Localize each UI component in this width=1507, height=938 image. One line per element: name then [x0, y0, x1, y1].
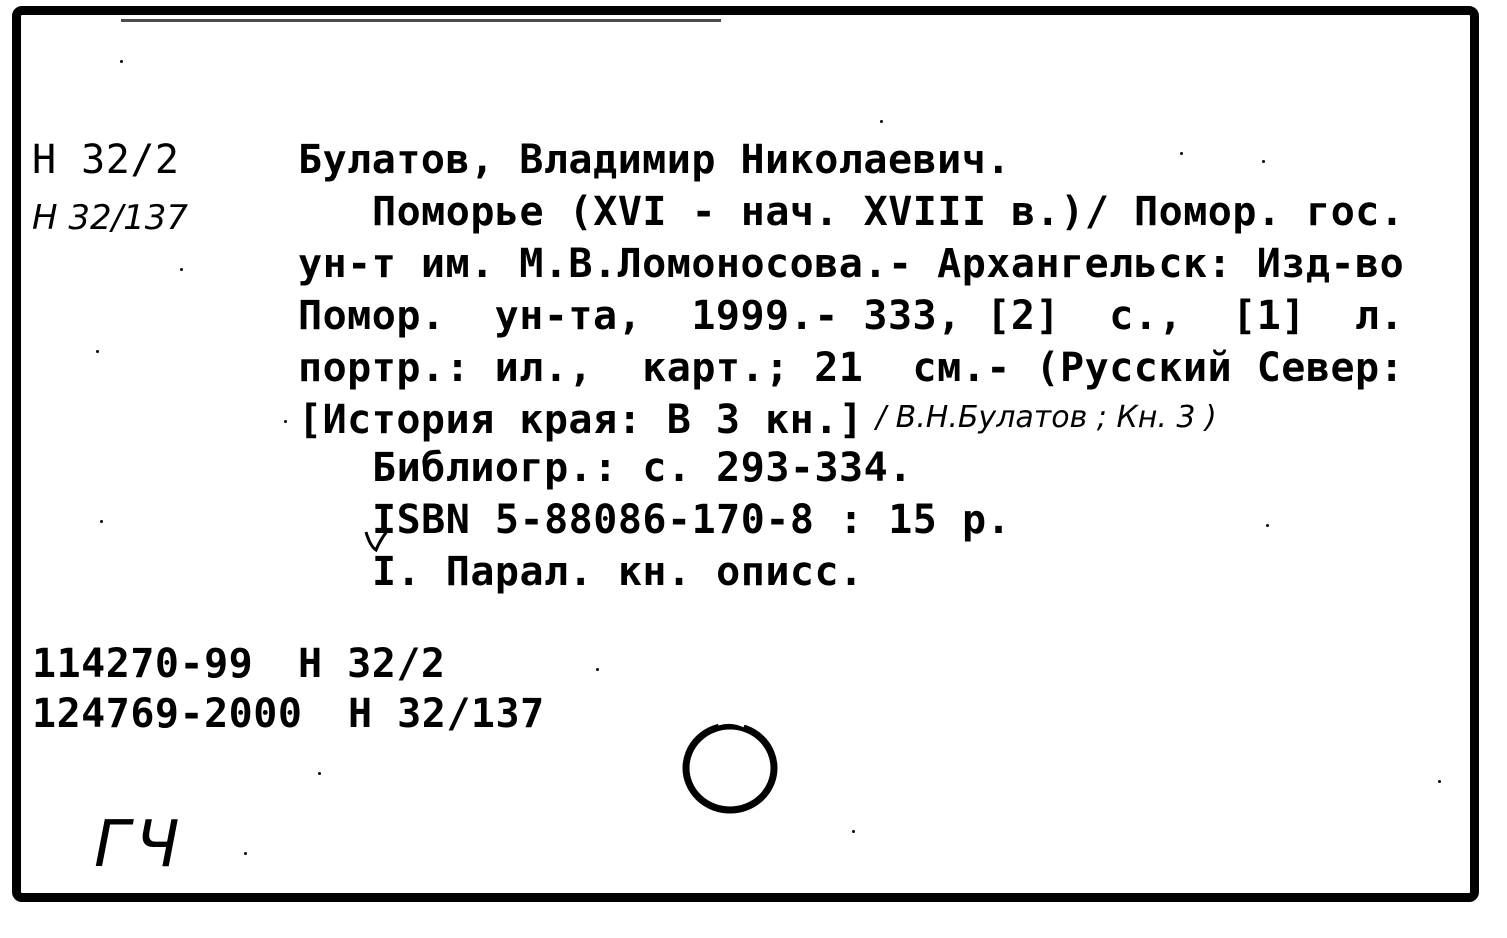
bibliography-note: Библиогр.: с. 293-334.	[372, 445, 913, 491]
handwritten-series-note: / В.Н.Булатов ; Кн. 3 )	[876, 400, 1217, 435]
scan-speck	[96, 350, 99, 353]
description-line-5: [История края: В 3 кн.]	[298, 397, 864, 443]
call-number-1: Н 32/2	[32, 137, 180, 183]
inventory-number-1: 114270-99	[32, 641, 254, 687]
scan-speck	[244, 852, 247, 855]
scan-speck	[120, 60, 123, 63]
scan-speck	[1438, 780, 1441, 783]
author-heading: Булатов, Владимир Николаевич.	[298, 137, 1011, 183]
scan-speck	[284, 420, 287, 423]
description-line-2: ун-т им. М.В.Ломоносова.- Архангельск: Изд-во	[298, 241, 1405, 287]
inventory-number-2: 124769-2000	[32, 691, 303, 737]
description-line-3: Помор. ун-та, 1999.- 333, [2] с., [1] л.	[298, 293, 1405, 339]
parallel-title-note: I. Парал. кн. описс.	[372, 549, 864, 595]
isbn-line: ISBN 5-88086-170-8 : 15 р.	[372, 497, 1012, 543]
card-edge	[121, 19, 721, 22]
scan-speck	[318, 772, 321, 775]
scan-speck	[1266, 524, 1269, 527]
inventory-call-1: Н 32/2	[298, 641, 446, 687]
call-number-2-handwritten: Н 32/137	[32, 198, 188, 238]
scan-speck	[880, 120, 883, 123]
description-line-4: портр.: ил., карт.; 21 см.- (Русский Север:	[298, 345, 1405, 391]
scan-speck	[852, 830, 855, 833]
stamp-circle-icon	[678, 714, 784, 818]
handwritten-mark: ГЧ	[94, 808, 186, 882]
scan-speck	[596, 668, 599, 671]
scan-speck	[1180, 152, 1183, 155]
check-mark-icon	[362, 528, 392, 556]
scan-speck	[100, 520, 103, 523]
scan-speck	[180, 268, 183, 271]
description-line-1: Поморье (XVI - нач. XVIII в.)/ Помор. гос.	[372, 189, 1405, 235]
inventory-call-2: Н 32/137	[348, 691, 545, 737]
scan-speck	[1262, 160, 1265, 163]
